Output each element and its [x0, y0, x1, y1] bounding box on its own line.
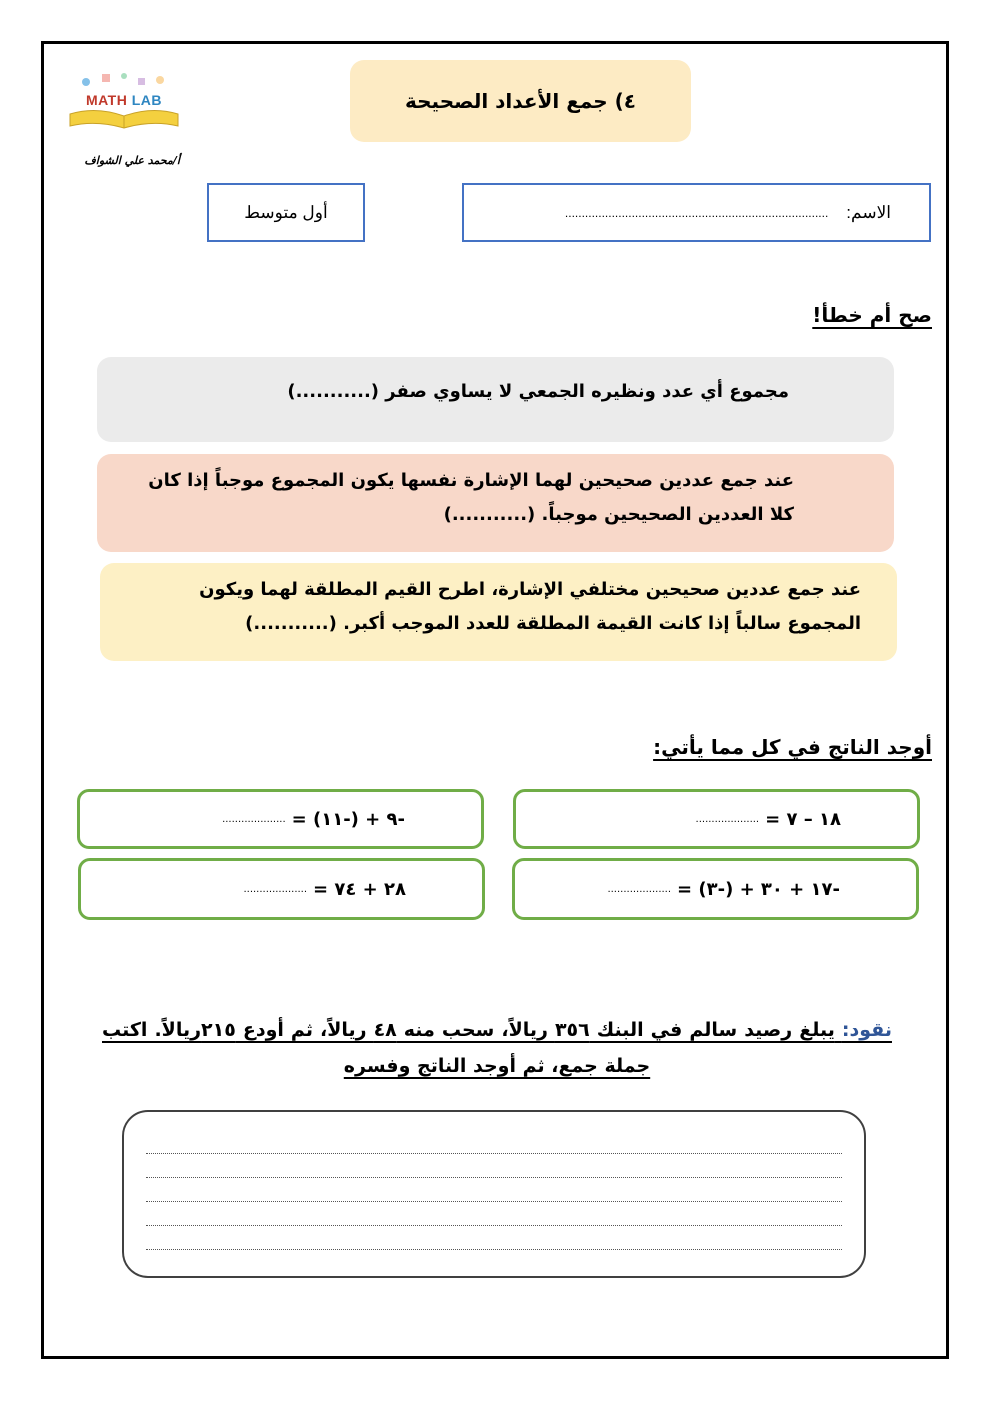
exercise-3[interactable]	[512, 858, 919, 920]
exercise-expression: ١٨ – ٧ =	[765, 808, 841, 830]
true-false-item-1[interactable]: مجموع أي عدد ونظيره الجمعي لا يساوي صفر (...........)	[97, 357, 894, 442]
exercise-expression: -١٧ + ٣٠ + (-٣) =	[677, 878, 840, 900]
name-blank[interactable]: ...............................................................................	[564, 205, 829, 220]
exercise-1[interactable]	[513, 789, 920, 849]
answer-line[interactable]	[146, 1154, 842, 1178]
answer-line[interactable]	[146, 1202, 842, 1226]
word-problem-text: يبلغ رصيد سالم في البنك ٣٥٦ ريالاً، سحب منه ٤٨ ريالاً، ثم أودع ٢١٥ريالاً. اكتب جملة جمع، ثم أوجد الناتج وفسره	[102, 1019, 835, 1077]
exercise-answer-blank[interactable]: ....................	[695, 813, 760, 825]
student-name-box	[462, 183, 931, 242]
true-false-item-3[interactable]: عند جمع عددين صحيحين مختلفي الإشارة، اطرح القيم المطلقة لهما ويكون المجموع سالباً إذا كانت القيمة المطلقة للعدد الموجب أكبر. (...........)	[100, 563, 897, 661]
answer-box[interactable]	[122, 1110, 866, 1278]
true-false-heading: صح أم خطأ!	[812, 303, 932, 327]
grade-label: أول متوسط	[244, 202, 328, 222]
name-label: الاسم:	[846, 202, 891, 222]
logo-text: MATH LAB	[85, 92, 163, 108]
math-lab-logo	[62, 66, 186, 136]
word-problem	[102, 1012, 892, 1084]
answer-line[interactable]	[146, 1226, 842, 1250]
exercise-answer-blank[interactable]: ....................	[222, 813, 286, 825]
exercises-heading: أوجد الناتج في كل مما يأتي:	[653, 735, 932, 759]
exercise-expression: ٢٨ + ٧٤ =	[313, 878, 406, 900]
math-symbols-icon	[72, 68, 176, 94]
true-false-item-2[interactable]: عند جمع عددين صحيحين لهما الإشارة نفسها يكون المجموع موجباً إذا كان كلا العددين الصحيحين موجباً. (...........)	[97, 454, 894, 552]
exercise-answer-blank[interactable]: ....................	[243, 883, 308, 895]
grade-box	[207, 183, 365, 242]
exercise-expression: -٩ + (-١١) =	[291, 808, 405, 830]
exercise-4[interactable]	[78, 858, 485, 920]
answer-line[interactable]	[146, 1178, 842, 1202]
answer-line[interactable]	[146, 1130, 842, 1154]
author-name: أ/محمد علي الشواف	[84, 154, 180, 167]
book-icon	[68, 106, 180, 130]
lesson-title: ٤) جمع الأعداد الصحيحة	[350, 60, 691, 142]
exercise-answer-blank[interactable]: ....................	[607, 883, 672, 895]
word-problem-label: نقود:	[841, 1019, 892, 1041]
exercise-2[interactable]	[77, 789, 484, 849]
